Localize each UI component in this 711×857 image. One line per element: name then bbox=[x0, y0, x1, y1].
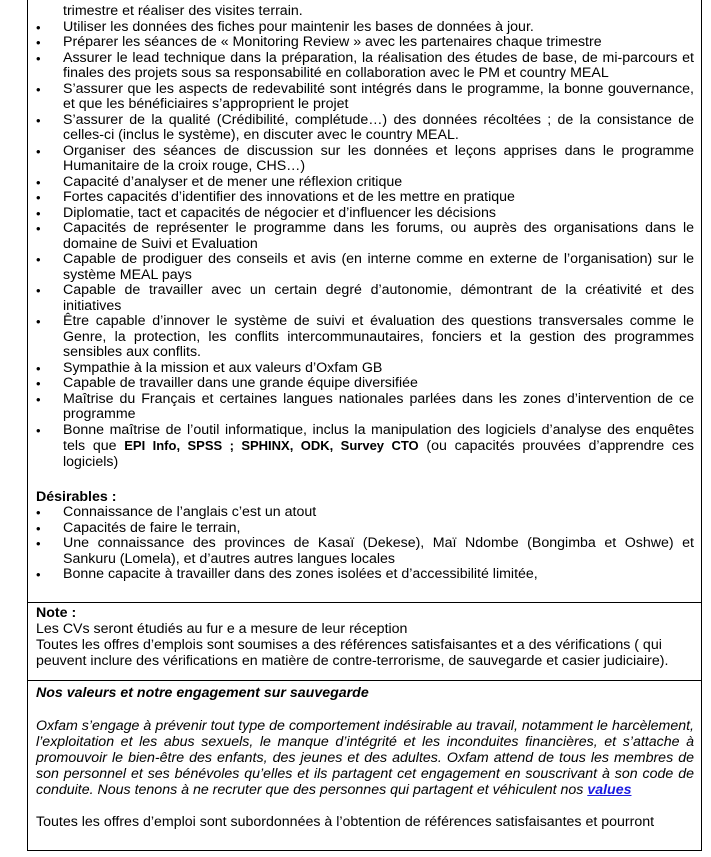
list-item bbox=[36, 423, 694, 471]
list-item: • Une connaissance des provinces de Kasaï (Dekese), Maï Ndombe (Bongimba et Oshwe) et Sankuru (Lomela), et d’autres autres langues locales bbox=[36, 536, 694, 567]
software-list bbox=[36, 423, 694, 471]
list-item: • Organiser des séances de discussion sur les données et leçons apprises dans le programme Humanitaire de la croix rouge, CHS…) bbox=[36, 144, 694, 175]
values-paragraph bbox=[36, 718, 694, 798]
note-heading: Note : bbox=[36, 605, 77, 621]
list-item: • Sympathie à la mission et aux valeurs d’Oxfam GB bbox=[36, 361, 694, 377]
list-item: • S’assurer que les aspects de redevabilité sont intégrés dans le programme, la bonne gouvernance, et que les bénéficiaires s’approprient le projet bbox=[36, 82, 694, 113]
list-item: • Capacités de représenter le programme dans les forums, ou auprès des organisations dans le domaine de Suivi et Evaluation bbox=[36, 221, 694, 252]
list-item: • Assurer le lead technique dans la préparation, la réalisation des études de base, de mi-parcours et finales des projets sous sa responsabilité en collaboration avec le PM et country MEAL bbox=[36, 51, 694, 82]
document-frame bbox=[27, 0, 702, 851]
list-item: • Utiliser les données des fiches pour maintenir les bases de données à jour. bbox=[36, 20, 694, 36]
desirables-heading: Désirables : bbox=[36, 489, 117, 505]
values-text: Oxfam s’engage à prévenir tout type de comportement indésirable au travail, notamment le harcèlement, l’exploitation et les abus sexuels, le manque d’intégrité et les inconduites financières, et s’attache à promouvoir le bien-être des enfants, des jeunes et des adultes. Oxfam attend de tous les membres de son personnel et ses bénévoles qu’elles et ils partagent cet engagement en souscrivant à son code de conduite. Nous tenons à ne recruter que des personnes qui partagent et véhiculent nos bbox=[36, 718, 694, 798]
requirements-section bbox=[36, 4, 694, 583]
values-section bbox=[36, 685, 694, 830]
list-item: • Capacités de faire le terrain, bbox=[36, 521, 694, 537]
desirables-list bbox=[36, 505, 694, 583]
requirements-list bbox=[36, 4, 694, 423]
closing-line: Toutes les offres d’emploi sont subordonnées à l’obtention de références satisfaisantes et pourront bbox=[36, 814, 655, 830]
values-heading: Nos valeurs et notre engagement sur sauvegarde bbox=[36, 685, 369, 701]
list-item: • Capable de prodiguer des conseils et avis (en interne comme en externe de l’organisation) sur le système MEAL pays bbox=[36, 252, 694, 283]
list-item: • Capable de travailler avec un certain degré d’autonomie, démontrant de la créativité et des initiatives bbox=[36, 283, 694, 314]
list-item: • Fortes capacités d’identifier des innovations et de les mettre en pratique bbox=[36, 190, 694, 206]
values-link[interactable]: values bbox=[587, 782, 632, 798]
list-item: trimestre et réaliser des visites terrain. bbox=[63, 3, 303, 19]
software-text-after: (ou capacités prouvées d’apprendre ces logiciels) bbox=[63, 438, 694, 470]
note-line: Les CVs seront étudiés au fur e a mesure de leur réception bbox=[36, 621, 408, 637]
note-line: Toutes les offres d’emplois sont soumises a des références satisfaisantes et a des vérifications ( qui peuvent inclure des vérifications en matière de contre-terrorisme, de sauvegarde et casier judiciaire). bbox=[36, 637, 669, 669]
list-item: • Maîtrise du Français et certaines langues nationales parlées dans les zones d’intervention de ce programme bbox=[36, 392, 694, 423]
list-item: • Connaissance de l’anglais c’est un atout bbox=[36, 505, 694, 521]
software-text: Bonne maîtrise de l’outil informatique, inclus la manipulation des logiciels d’analyse des enquêtes tels que bbox=[63, 421, 694, 454]
list-item: • Bonne capacite à travailler dans des zones isolées et d’accessibilité limitée, bbox=[36, 567, 694, 583]
list-item: • Diplomatie, tact et capacités de négocier et d’influencer les décisions bbox=[36, 206, 694, 222]
list-item: • Capacité d’analyser et de mener une réflexion critique bbox=[36, 175, 694, 191]
list-item: • S’assurer de la qualité (Crédibilité, complétude…) des données récoltées ; de la consistance de celles-ci (inclus le système), en discuter avec le country MEAL. bbox=[36, 113, 694, 144]
note-section bbox=[36, 605, 694, 669]
list-item: • Capable de travailler dans une grande équipe diversifiée bbox=[36, 376, 694, 392]
section-divider bbox=[28, 680, 701, 681]
list-item: • Être capable d’innover le système de suivi et évaluation des questions transversales comme le Genre, la protection, les conflits intercommunautaires, fonciers et la gestion des programmes sensibles aux conflits. bbox=[36, 314, 694, 361]
software-tools: EPI Info, SPSS ; SPHINX, ODK, Survey CTO bbox=[124, 438, 419, 453]
section-divider bbox=[28, 602, 701, 603]
list-item: • Préparer les séances de « Monitoring Review » avec les partenaires chaque trimestre bbox=[36, 35, 694, 51]
